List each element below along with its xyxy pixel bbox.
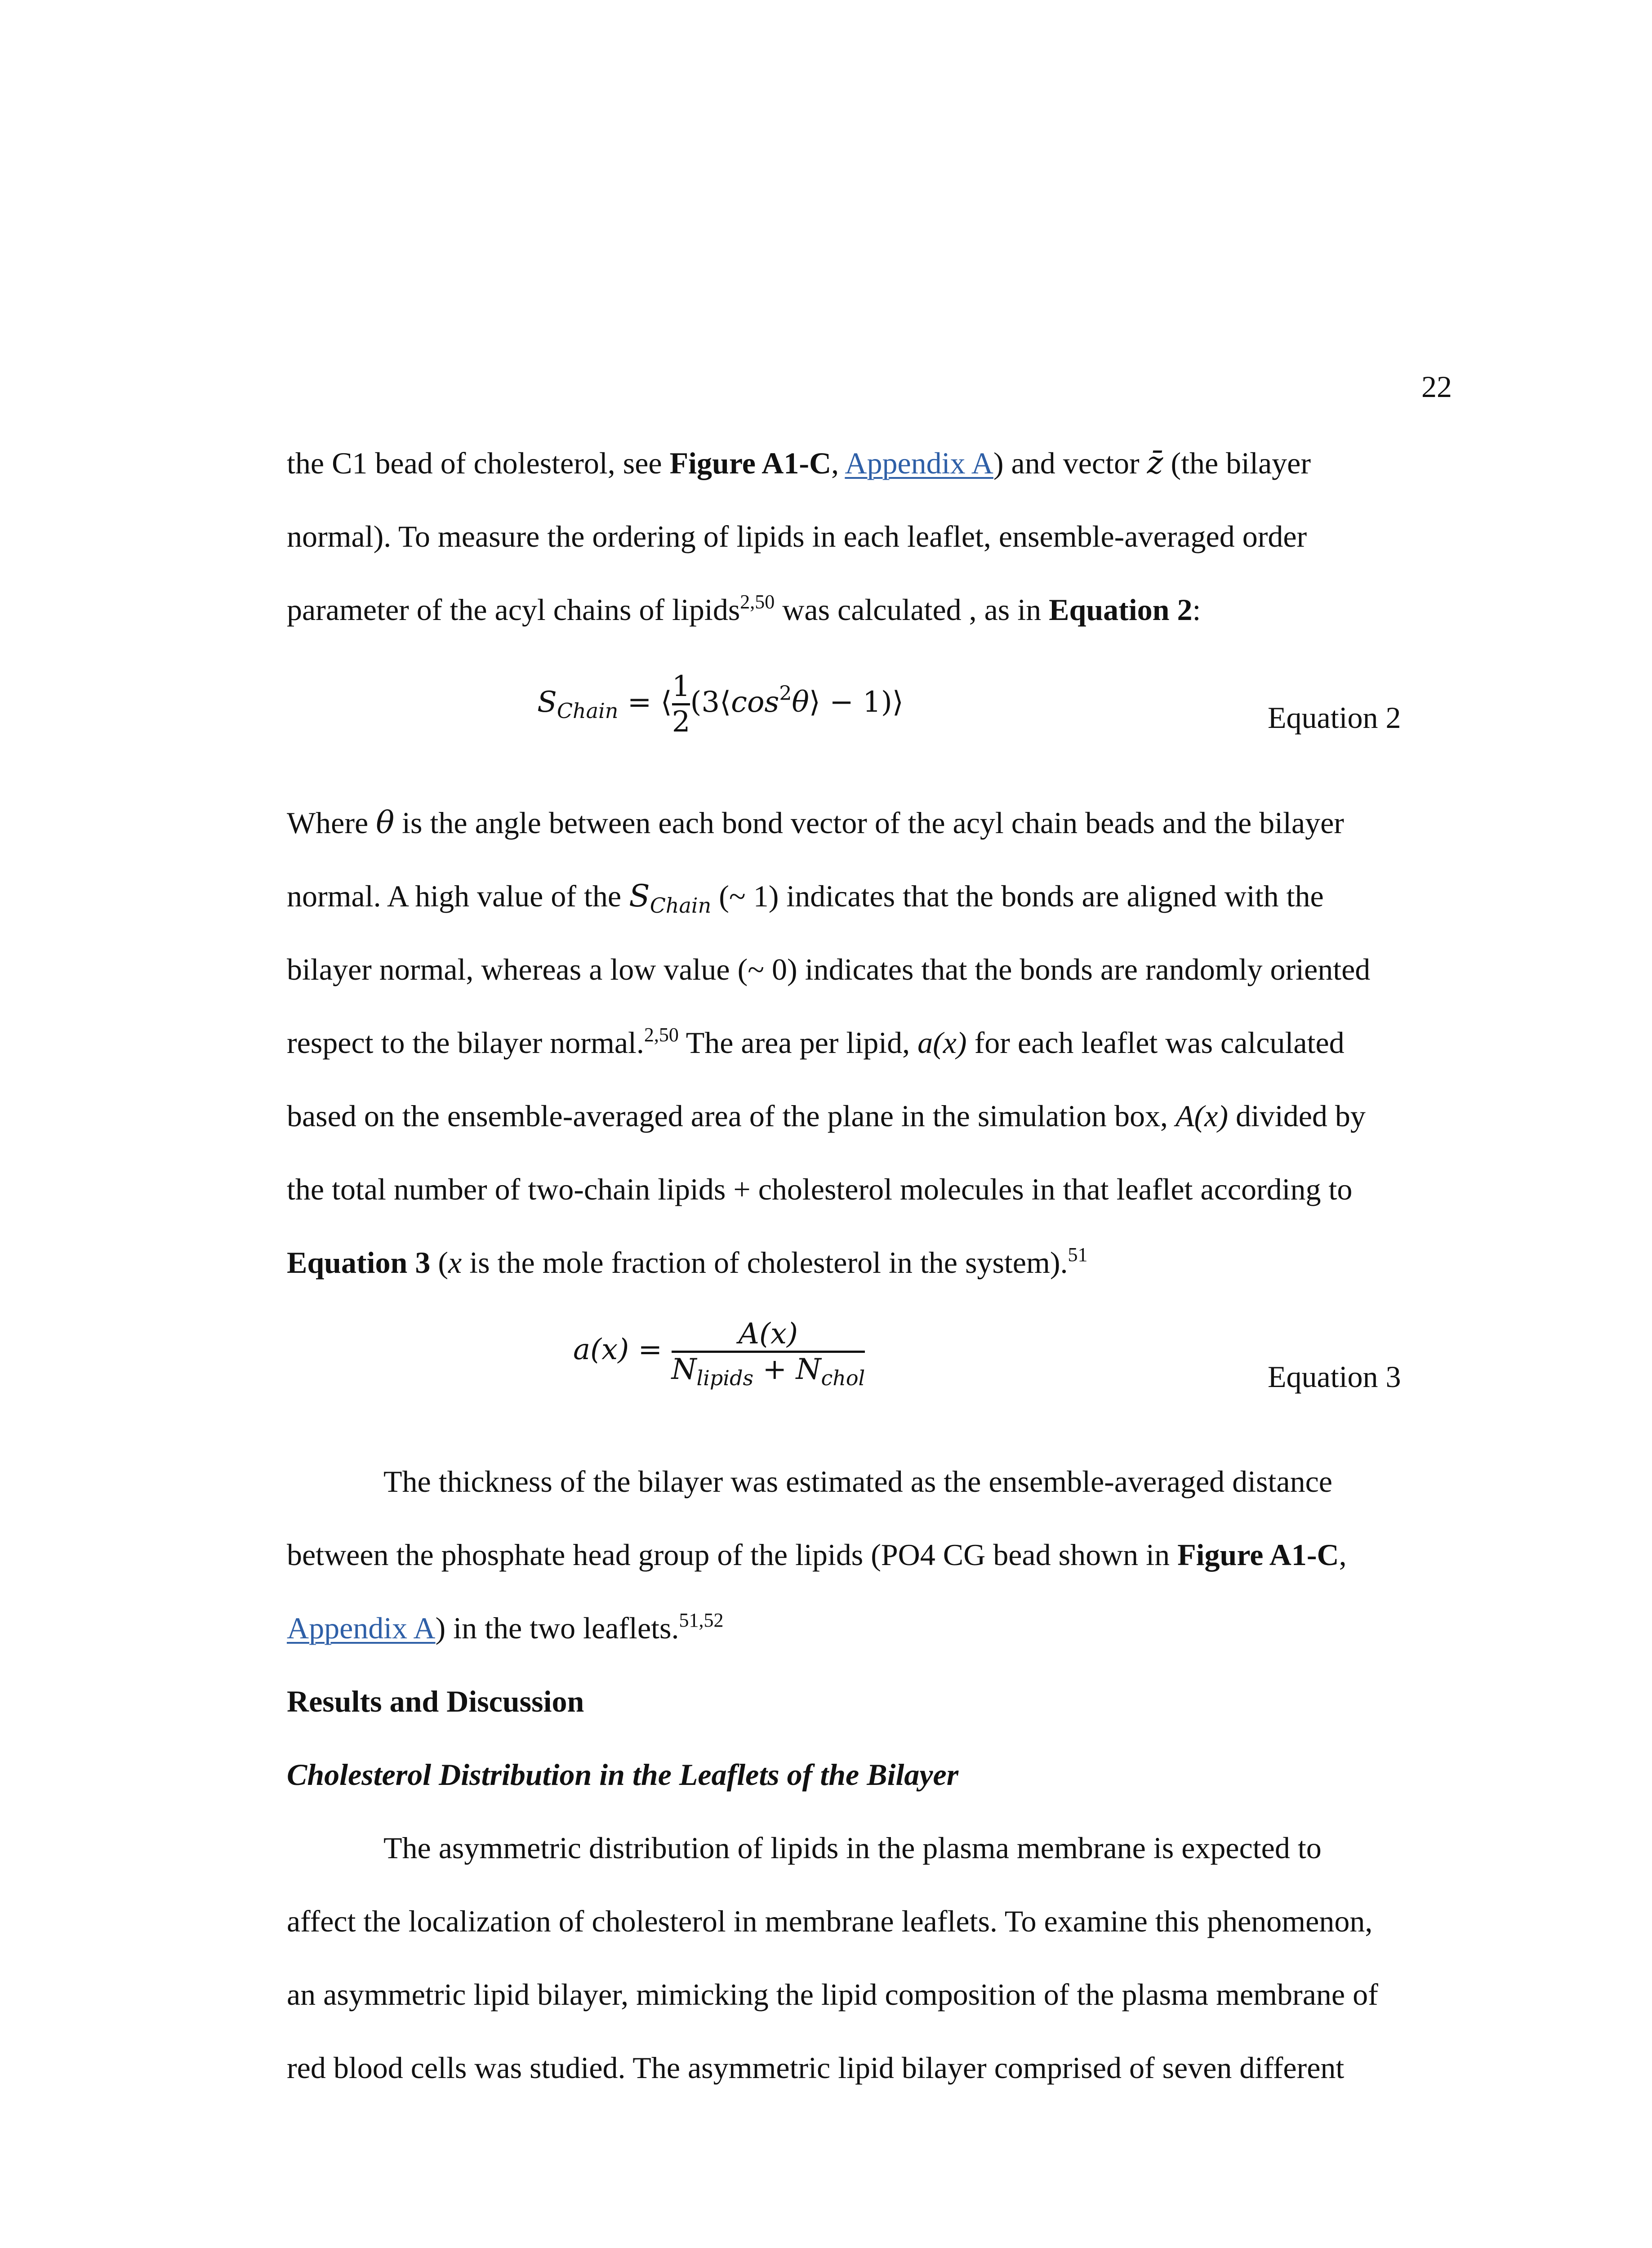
paragraph-line [287,805,1344,841]
text-run: (the bilayer [1163,446,1311,480]
citation-superscript: 51,52 [679,1609,724,1631]
equation-2-label: Equation 2 [1268,700,1401,735]
paragraph-line: normal). To measure the ordering of lipids in each leaflet, ensemble-averaged order [287,519,1307,553]
text-run: , [1339,1538,1347,1572]
citation-superscript: 2,50 [644,1024,679,1046]
equation-subscript: chol [821,1366,865,1390]
text-run: normal. A high value of the [287,879,629,913]
text-run: based on the ensemble-averaged area of the plane in the simulation box, [287,1099,1176,1133]
fraction-numerator: 1 [672,670,690,703]
section-heading: Results and Discussion [287,1684,584,1718]
text-run: respect to the bilayer normal. [287,1026,644,1060]
paragraph-line [287,1244,1088,1280]
text-run: between the phosphate head group of the lipids (PO4 CG bead shown in [287,1538,1178,1572]
text-run: for each leaflet was calculated [966,1026,1345,1060]
equation-symbol: N [671,1353,697,1386]
equation-fraction [672,670,690,739]
fraction-denominator: 2 [672,705,690,739]
fraction-denominator [671,1353,865,1390]
equation-subscript: Chain [650,893,712,918]
equation-operator: + [753,1353,796,1386]
equation-term: θ [792,686,809,719]
text-run: divided by [1228,1099,1366,1133]
theta-symbol: θ [376,805,395,841]
italic-term: A(x) [1175,1099,1228,1133]
paragraph-line [287,445,1311,482]
equation-3-label: Equation 3 [1268,1360,1401,1394]
paragraph-line: affect the localization of cholesterol in membrane leaflets. To examine this phenomenon, [287,1904,1373,1938]
equation-reference: Equation 3 [287,1245,431,1280]
equation-3 [573,1317,865,1390]
equation-fraction [671,1317,865,1390]
equation-reference: Equation 2 [1049,593,1193,627]
appendix-a-link[interactable]: Appendix A [845,446,993,480]
text-run: is the angle between each bond vector of the acyl chain beads and the bilayer [394,806,1344,840]
equation-term: a(x) = [573,1333,672,1366]
equation-superscript: 2 [779,682,792,705]
paragraph-line: bilayer normal, whereas a low value (~ 0) indicates that the bonds are randomly oriented [287,952,1371,986]
text-run: ( [430,1245,449,1280]
paragraph-line [287,1537,1347,1573]
paragraph-line: the total number of two-chain lipids + cholesterol molecules in that leaflet according to [287,1172,1353,1206]
italic-term: x [448,1245,462,1280]
vector-z-symbol: z̄ [1147,446,1163,481]
text-run: (~ 1) indicates that the bonds are aligned with the [711,879,1324,913]
paragraph-line [287,1025,1345,1061]
text-run: parameter of the acyl chains of lipids [287,593,740,627]
text-run: ) in the two leaflets. [435,1611,679,1645]
text-run: Where [287,806,376,840]
paragraph-line: an asymmetric lipid bilayer, mimicking the lipid composition of the plasma membrane of [287,1977,1378,2012]
equation-symbol: N [796,1353,821,1386]
text-run: The area per lipid, [678,1026,918,1060]
figure-reference: Figure A1-C [1177,1538,1339,1572]
text-run: , [831,446,845,480]
equation-term: cos [731,686,779,719]
citation-superscript: 51 [1068,1244,1088,1266]
paragraph-line [287,1610,724,1646]
paragraph-line [287,878,1324,918]
text-run: was calculated , as in [775,593,1049,627]
paragraph-line [287,592,1201,628]
citation-superscript: 2,50 [740,591,775,613]
fraction-numerator: A(x) [738,1317,798,1351]
equation-term: (3⟨ [690,686,731,719]
figure-reference: Figure A1-C [669,446,832,480]
equation-operator: = ⟨ [618,686,672,719]
equation-term: ⟩ − 1)⟩ [809,686,904,719]
s-chain-symbol: S [629,879,650,914]
italic-term: a(x) [917,1026,967,1060]
text-run: is the mole fraction of cholesterol in the system). [462,1245,1068,1280]
equation-symbol: S [537,686,557,719]
text-run: : [1192,593,1201,627]
appendix-a-link[interactable]: Appendix A [287,1611,436,1645]
text-run: ) and vector [993,446,1147,480]
paragraph-line: The thickness of the bilayer was estimated as the ensemble-averaged distance [383,1464,1332,1499]
paragraph-line: red blood cells was studied. The asymmetric lipid bilayer comprised of seven different [287,2051,1345,2085]
page-number: 22 [1421,370,1452,404]
subsection-heading: Cholesterol Distribution in the Leaflets of the Bilayer [287,1757,959,1792]
paragraph-line [287,1098,1366,1134]
paragraph-line: The asymmetric distribution of lipids in the plasma membrane is expected to [383,1831,1322,1865]
text-run: the C1 bead of cholesterol, see [287,446,670,480]
equation-subscript: lipids [696,1366,754,1390]
equation-subscript: Chain [557,699,619,723]
equation-2 [537,670,904,739]
